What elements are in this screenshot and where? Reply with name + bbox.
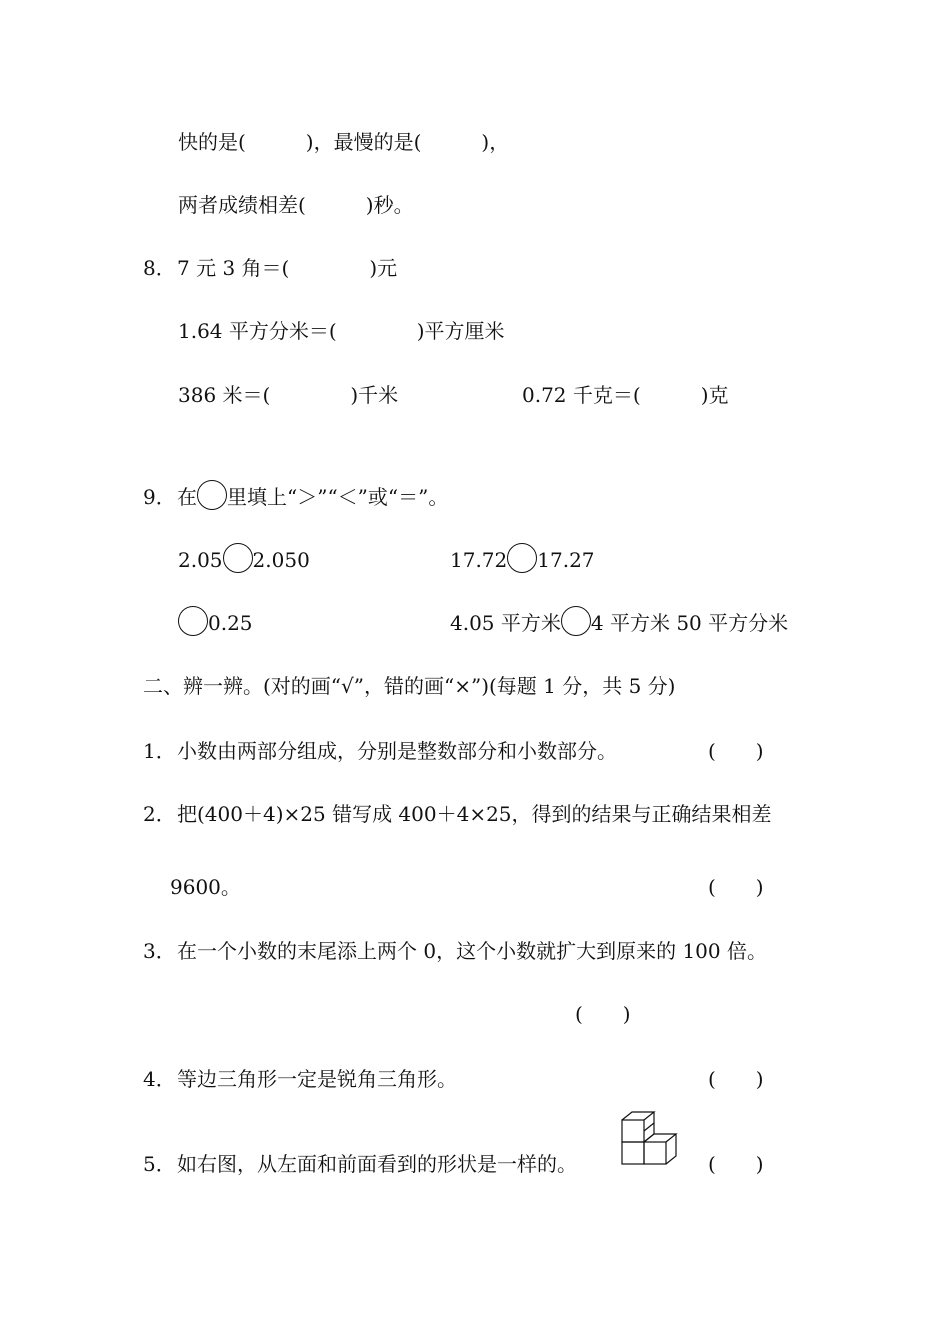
compare-circle-icon[interactable] bbox=[507, 543, 537, 573]
tf-answer-4[interactable]: ( ) bbox=[708, 1067, 764, 1091]
q8-line2: 1.64 平方分米＝( )平方厘米 bbox=[178, 319, 505, 343]
q9-item-3 bbox=[178, 606, 253, 637]
tf-item-1-text: 小数由两部分组成，分别是整数部分和小数部分。 bbox=[177, 739, 617, 763]
q9-prompt-pre: 在 bbox=[177, 485, 197, 509]
cube-stack-figure bbox=[620, 1110, 686, 1172]
q9-prompt-post: 里填上“＞”“＜”或“＝”。 bbox=[227, 485, 449, 509]
tf-item-3 bbox=[143, 937, 767, 965]
q9-item-2 bbox=[450, 543, 595, 574]
q9-item-4-left: 4.05 平方米 bbox=[450, 611, 561, 635]
tf-item-4 bbox=[143, 1065, 457, 1093]
q7-line1: 快的是( )，最慢的是( )， bbox=[178, 130, 510, 154]
tf-item-3-text: 在一个小数的末尾添上两个 0，这个小数就扩大到原来的 100 倍。 bbox=[177, 939, 767, 963]
tf-item-3-number: 3． bbox=[143, 939, 176, 963]
q9-number: 9． bbox=[143, 485, 176, 509]
compare-circle-icon[interactable] bbox=[561, 606, 591, 636]
tf-answer-1[interactable]: ( ) bbox=[708, 739, 764, 763]
tf-answer-2[interactable]: ( ) bbox=[708, 875, 764, 899]
tf-item-2-text: 把(400＋4)×25 错写成 400＋4×25，得到的结果与正确结果相差 bbox=[177, 802, 772, 826]
q8-line1 bbox=[143, 254, 397, 282]
q8-line3a: 386 米＝( )千米 bbox=[178, 383, 399, 407]
tf-item-5-number: 5． bbox=[143, 1152, 176, 1176]
tf-answer-3[interactable]: ( ) bbox=[575, 1002, 631, 1026]
q9-item-4-right: 4 平方米 50 平方分米 bbox=[590, 611, 789, 635]
q8-line3b: 0.72 千克＝( )克 bbox=[522, 383, 729, 407]
tf-item-5-text: 如右图，从左面和前面看到的形状是一样的。 bbox=[177, 1152, 577, 1176]
q9-item-2-left: 17.72 bbox=[450, 548, 508, 572]
q9-item-1-right: 2.050 bbox=[252, 548, 310, 572]
q9-item-1 bbox=[178, 543, 310, 574]
tf-item-2 bbox=[143, 800, 772, 828]
q8-number: 8． bbox=[143, 256, 176, 280]
tf-item-2-number: 2． bbox=[143, 802, 176, 826]
tf-item-1-number: 1． bbox=[143, 739, 176, 763]
section2-heading: 二、辨一辨。(对的画“√”，错的画“×”)(每题 1 分，共 5 分) bbox=[143, 674, 676, 698]
tf-answer-5[interactable]: ( ) bbox=[708, 1152, 764, 1176]
q9-item-4 bbox=[450, 606, 788, 637]
q9-item-2-right: 17.27 bbox=[537, 548, 595, 572]
tf-item-5 bbox=[143, 1150, 577, 1178]
q9-item-1-left: 2.05 bbox=[178, 548, 223, 572]
q9-prompt bbox=[143, 480, 448, 511]
q7-line2: 两者成绩相差( )秒。 bbox=[178, 193, 414, 217]
compare-circle-icon[interactable] bbox=[223, 543, 253, 573]
tf-item-4-number: 4． bbox=[143, 1067, 176, 1091]
tf-item-1 bbox=[143, 737, 617, 765]
q9-item-3-right: 0.25 bbox=[208, 611, 253, 635]
tf-item-2-cont: 9600。 bbox=[170, 875, 241, 899]
tf-item-4-text: 等边三角形一定是锐角三角形。 bbox=[177, 1067, 457, 1091]
compare-circle-icon bbox=[197, 480, 227, 510]
compare-circle-icon[interactable] bbox=[178, 606, 208, 636]
q8-text1: 7 元 3 角＝( )元 bbox=[177, 256, 398, 280]
